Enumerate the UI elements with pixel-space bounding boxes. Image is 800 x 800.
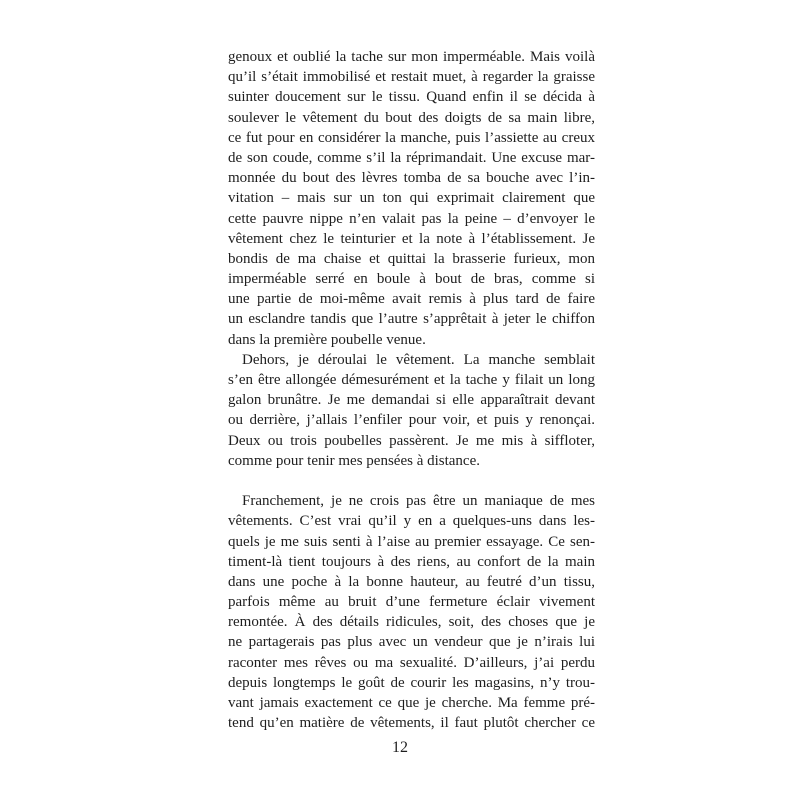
text-line: quels je me suis senti à l’aise au premier essayage. Ce sen- [228, 533, 595, 550]
text-line: raconter mes rêves ou ma sexualité. D’ailleurs, j’ai perdu [228, 654, 595, 671]
text-line: monnée du bout des lèvres tomba de sa bouche avec l’in- [228, 170, 595, 187]
text-line: genoux et oublié la tache sur mon imperméable. Mais voilà [228, 49, 595, 65]
text-line: dans la première poubelle venue. [228, 331, 426, 348]
text-line: une partie de moi-même avait remis à plus tard de faire [228, 291, 595, 308]
text-line: Deux ou trois poubelles passèrent. Je me mis à siffloter, [228, 432, 595, 449]
paragraph-2 [228, 350, 595, 471]
body-text [228, 47, 595, 733]
text-line: vant jamais exactement ce que je cherche. Ma femme pré- [228, 695, 595, 711]
text-line: soulever le vêtement du bout des doigts de sa main libre, [228, 109, 595, 126]
text-line: parfois même au bruit d’une fermeture éclair vivement [228, 594, 595, 611]
section-break [228, 471, 595, 491]
text-line: tend qu’en matière de vêtements, il faut plutôt chercher ce [228, 715, 595, 732]
text-line: s’en être allongée démesurément et la tache y filait un long [228, 372, 595, 388]
text-line: imperméable serré en boule à bout de bras, comme si [228, 271, 595, 288]
text-line: depuis longtemps le goût de courir les magasins, n’y trou- [228, 674, 595, 691]
text-line: ou derrière, j’allais l’enfiler pour voir, et puis y renonçai. [228, 412, 595, 429]
text-line: vêtements. C’est vrai qu’il y en a quelques-uns dans les- [228, 513, 595, 530]
page-number: 12 [392, 739, 408, 756]
text-line: vitation – mais sur un ton qui exprimait clairement que [228, 190, 595, 207]
paragraph-1 [228, 47, 595, 350]
text-line: vêtement chez le teinturier et la note à l’établissement. Je [228, 230, 595, 247]
text-line: de son coude, comme s’il la réprimandait. Une excuse mar- [228, 149, 595, 166]
text-line: comme pour tenir mes pensées à distance. [228, 452, 480, 469]
text-line: timent-là tient toujours à des riens, au confort de la main [228, 553, 595, 570]
text-line: Franchement, je ne crois pas être un maniaque de mes [242, 493, 595, 510]
text-line: ce fut pour en considérer la manche, puis l’assiette au creux [228, 129, 595, 146]
text-line: dans une poche à la bonne hauteur, au feutré d’un tissu, [228, 573, 595, 590]
text-line: un esclandre tandis que l’autre s’apprêtait à jeter le chiffon [228, 311, 595, 328]
text-line: ne partagerais pas plus avec un vendeur que je n’irais lui [228, 634, 595, 651]
text-line: remontée. À des détails ridicules, soit, des choses que je [228, 614, 595, 631]
paragraph-3 [228, 491, 595, 733]
text-line: galon brunâtre. Je me demandai si elle apparaîtrait devant [228, 392, 595, 409]
text-line: Dehors, je déroulai le vêtement. La manche semblait [242, 351, 595, 368]
text-line: qu’il s’était immobilisé et restait muet, à regarder la graisse [228, 69, 595, 86]
text-line: suinter doucement sur le tissu. Quand enfin il se décida à [228, 89, 595, 106]
text-line: bondis de ma chaise et quittai la brasserie furieux, mon [228, 250, 595, 267]
text-line: cette pauvre nippe n’en valait pas la peine – d’envoyer le [228, 210, 595, 227]
